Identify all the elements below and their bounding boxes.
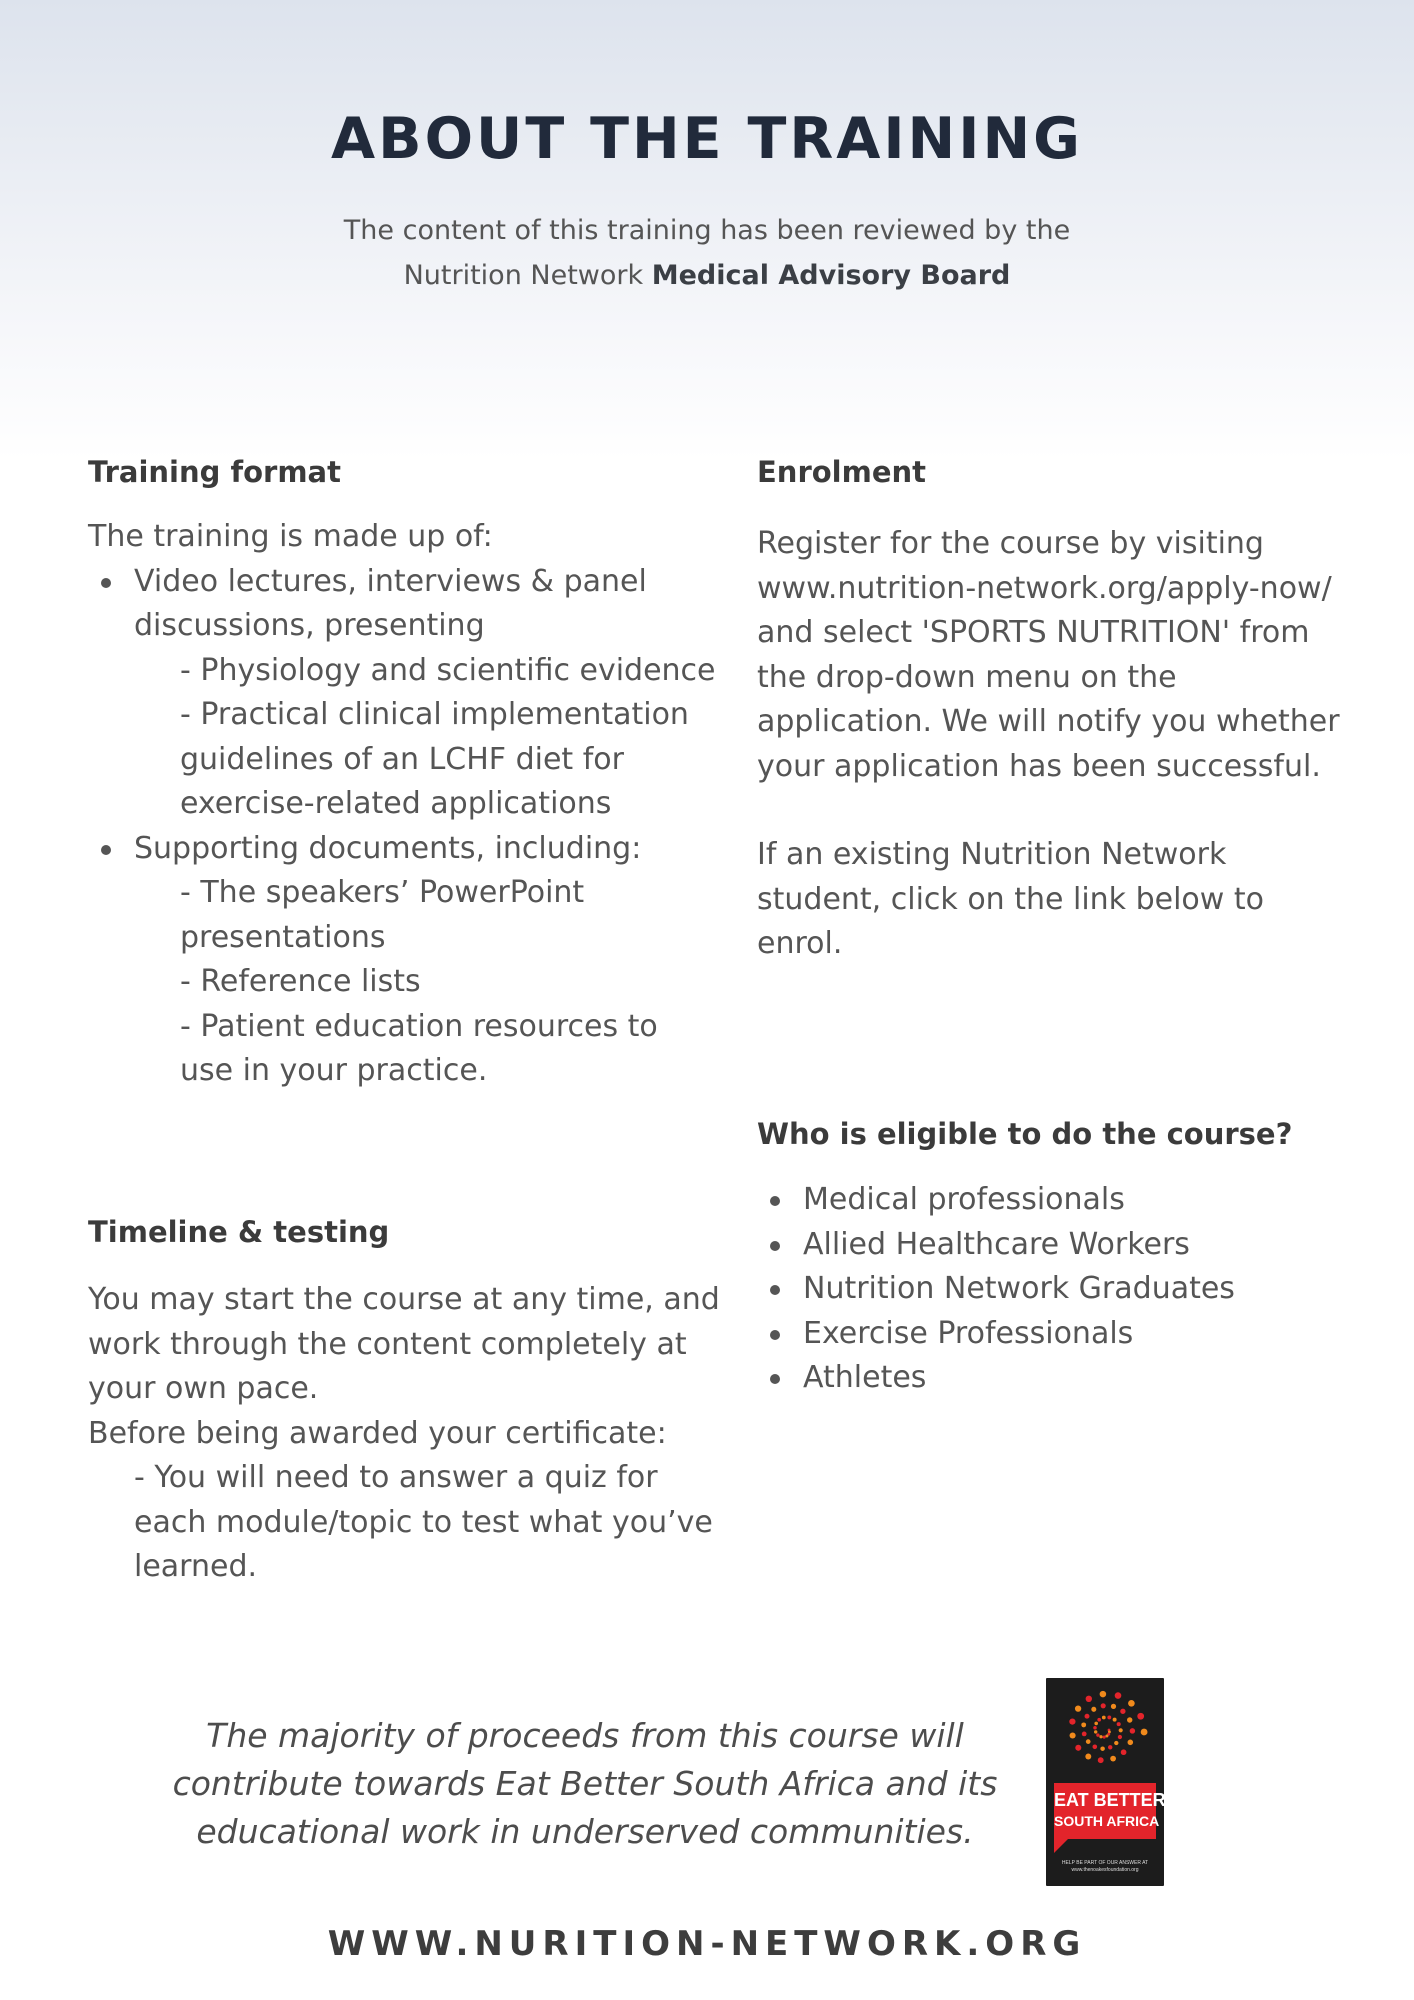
- logo-label: [1054, 1783, 1166, 1839]
- subtitle-line-1: The content of this training has been reviewed by the: [343, 215, 1071, 246]
- proceeds-statement: The majority of proceeds from this course will contribute towards Eat Better South Africa and its educational work in underserved communities.: [172, 1716, 998, 1851]
- eligibility-list: [757, 1178, 1347, 1401]
- eat-better-logo: [1046, 1678, 1164, 1886]
- list-item: Exercise Professionals: [757, 1312, 1347, 1357]
- logo-line-2: SOUTH AFRICA: [1054, 1813, 1160, 1829]
- enrolment-section: [757, 522, 1347, 967]
- timeline-paragraph: You may start the course at any time, and work through the content completely at your own pace.: [88, 1282, 720, 1406]
- timeline-section: [88, 1278, 728, 1590]
- training-format-list: [88, 560, 718, 1094]
- subtitle-prefix: Nutrition Network: [403, 260, 644, 291]
- sub-list-item: - Physiology and scientific evidence: [180, 652, 716, 688]
- list-item: Allied Healthcare Workers: [757, 1223, 1347, 1268]
- training-format-section: [88, 515, 718, 1094]
- timeline-heading: Timeline & testing: [88, 1215, 390, 1249]
- list-item: Medical professionals: [757, 1178, 1347, 1223]
- certificate-requirement: Before being awarded your certificate:: [88, 1415, 667, 1451]
- list-item: Nutrition Network Graduates: [757, 1267, 1347, 1312]
- logo-tagline-1: HELP BE PART OF OUR ANSWER AT: [1061, 1860, 1149, 1866]
- sub-list-item: - Patient education resources to use in your practice.: [180, 1008, 658, 1088]
- eligibility-section: [757, 1178, 1347, 1401]
- footer-url: WWW.NURITION-NETWORK.ORG: [327, 1924, 1087, 1964]
- page-title: ABOUT THE TRAINING: [331, 106, 1083, 172]
- list-item: [88, 560, 718, 827]
- list-item-label: Supporting documents, including:: [134, 830, 642, 866]
- sub-list-item: - The speakers’ PowerPoint presentations: [180, 875, 585, 955]
- training-format-heading: Training format: [88, 455, 341, 489]
- list-item-label: Video lectures, interviews & panel discussions, presenting: [134, 563, 647, 643]
- logo-tagline: [1052, 1860, 1158, 1874]
- enrolment-paragraph-1: Register for the course by visiting www.nutrition-network.org/apply-now/ and select 'SPORTS NUTRITION' from the drop-down menu on the application. We will notify you whether your application has been successful.: [757, 526, 1340, 784]
- sub-list: [134, 871, 718, 1094]
- list-item: Athletes: [757, 1356, 1347, 1401]
- list-item: [88, 827, 718, 1094]
- speech-tail-icon: [1054, 1839, 1068, 1853]
- enrolment-paragraph-2: If an existing Nutrition Network student, click on the link below to enrol.: [757, 837, 1264, 961]
- quiz-requirement: - You will need to answer a quiz for each module/topic to test what you’ve learned.: [134, 1460, 713, 1584]
- eligibility-heading: Who is eligible to do the course?: [757, 1117, 1293, 1151]
- sub-list-item: - Reference lists: [180, 964, 421, 999]
- advisory-board-label: Medical Advisory Board: [651, 260, 1011, 291]
- sub-list-item: - Practical clinical implementation guidelines of an LCHF diet for exercise-related applications: [180, 697, 689, 821]
- logo-line-1: EAT BETTER: [1054, 1790, 1166, 1810]
- subtitle-line-2: [0, 253, 1414, 298]
- spiral-icon: [1046, 1678, 1164, 1778]
- subtitle: [0, 208, 1414, 298]
- enrolment-heading: Enrolment: [757, 455, 927, 489]
- sub-list: [134, 649, 718, 827]
- logo-tagline-2: www.thenoakesfoundation.org: [1071, 1867, 1139, 1873]
- training-format-intro: The training is made up of:: [88, 519, 493, 554]
